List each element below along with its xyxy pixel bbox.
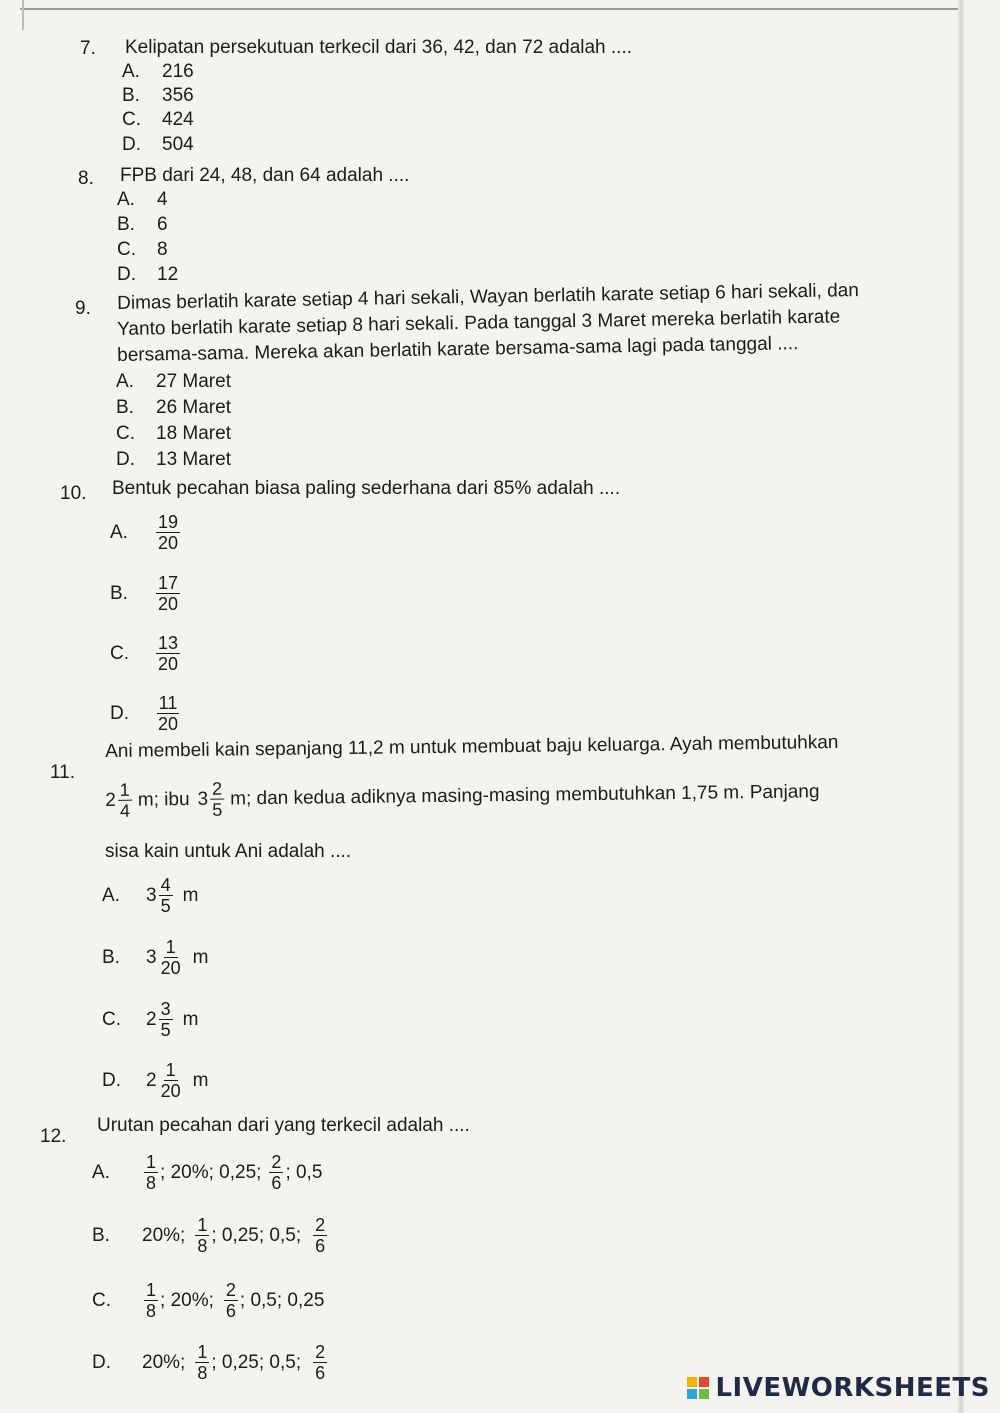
option-value: 18 Maret [156,423,231,444]
option-value: 26 Maret [156,397,231,418]
mixed-fraction-ayah: 2 $\frac{1}{4}$ [105,779,131,821]
option-value: 4 [157,189,168,210]
denominator: 20 [158,714,179,734]
numerator: 17 [158,573,179,593]
fraction: $\frac{1}{8}$ [146,1152,157,1193]
unit: m [182,884,199,906]
option-value: 216 [162,61,194,82]
option-b[interactable] [117,213,168,237]
option-label: C. [110,642,129,664]
brand-text: LIVEWORKSHEETS [715,1373,990,1403]
option-a[interactable]: A. $\frac{1}{8}$ ; 20%; 0,25; $\frac{2}{6}$ ; 0,5 [92,1152,323,1193]
option-a[interactable] [116,370,231,394]
option-label: D. [102,1069,121,1091]
mixed-fraction: 3 $\frac{1}{20}$ [146,937,181,978]
fraction: $\frac{1}{8}$ [146,1280,157,1321]
option-value: 504 [162,134,194,155]
option-value: 13 Maret [156,449,231,470]
fraction [156,512,180,553]
numerator: 19 [158,512,179,532]
option-label: D. [92,1351,111,1373]
question-number: 9. [75,298,91,319]
option-b[interactable] [116,396,231,420]
question-text: Bentuk pecahan biasa paling sederhana dari 85% adalah .... [112,478,621,499]
option-value: 12 [157,264,179,285]
left-margin-mark [22,0,24,30]
numerator: 13 [158,633,179,653]
option-value: 356 [162,85,194,106]
option-d[interactable] [110,693,182,734]
fraction: $\frac{2}{6}$ [315,1215,326,1256]
option-label: B. [117,214,135,235]
option-label: D. [110,702,129,724]
option-label: B. [122,85,140,106]
option-label: B. [92,1224,110,1246]
question-text-line-1: Dimas berlatih karate setiap 4 hari sekali, Wayan berlatih karate setiap 6 hari sekali, dan [117,280,860,314]
question-text-line-3: sisa kain untuk Ani adalah .... [105,841,352,862]
option-label: A. [92,1161,110,1183]
option-d[interactable] [116,448,231,472]
question-text-line-3: bersama-sama. Mereka akan berlatih karate bersama-sama lagi pada tanggal .... [117,333,799,366]
fraction [156,693,180,734]
option-d[interactable]: D. 20%; $\frac{1}{8}$ ; 0,25; 0,5; $\frac{2}{6}$ [92,1342,326,1383]
option-value: 27 Maret [156,371,231,392]
option-a[interactable] [110,512,182,553]
option-label: B. [110,582,128,604]
option-d[interactable] [102,1060,208,1101]
option-label: A. [102,884,120,906]
option-c[interactable] [117,238,168,262]
option-label: C. [122,109,141,130]
page-right-edge [958,0,964,1413]
option-c[interactable] [122,108,194,132]
question-text: Kelipatan persekutuan terkecil dari 36, 42, dan 72 adalah .... [125,37,633,58]
option-label: D. [122,134,141,155]
fraction [156,633,180,674]
option-label: C. [92,1289,111,1311]
option-a[interactable] [117,188,168,212]
question-number: 7. [80,38,96,59]
option-label: A. [116,371,134,392]
fraction: $\frac{2}{6}$ [315,1342,326,1383]
option-b[interactable] [122,84,194,108]
denominator: 20 [158,654,179,674]
question-text-line-2: 2 $\frac{1}{4}$ m; ibu 3 $\frac{2}{5}$ m; dan kedua adiknya masing-masing membutuhkan 1,75 m. Panjang [105,778,820,821]
denominator: 20 [158,533,179,553]
option-value: 6 [157,214,168,235]
fraction: $\frac{2}{6}$ [225,1280,236,1321]
option-b[interactable]: B. 20%; $\frac{1}{8}$ ; 0,25; 0,5; $\frac{2}{6}$ [92,1215,326,1256]
mixed-fraction: 2 $\frac{1}{20}$ [146,1060,181,1101]
option-label: B. [116,397,134,418]
question-number: 12. [40,1126,67,1147]
option-label: A. [110,521,128,543]
option-value: 8 [157,239,168,260]
denominator: 20 [158,594,179,614]
mixed-fraction: 2 $\frac{3}{5}$ [146,999,171,1040]
option-label: B. [102,946,120,968]
option-d[interactable] [117,263,178,287]
fraction: $\frac{2}{6}$ [271,1152,282,1193]
option-d[interactable] [122,133,194,157]
option-b[interactable] [102,937,208,978]
unit: m [182,1008,199,1030]
option-a[interactable] [102,875,198,916]
fraction [156,573,180,614]
top-border [20,8,960,10]
option-label: D. [116,449,135,470]
option-label: C. [102,1008,121,1030]
mixed-fraction: 3 $\frac{4}{5}$ [146,875,171,916]
option-label: C. [117,239,136,260]
option-a[interactable] [122,60,194,84]
option-c[interactable] [102,999,198,1040]
option-label: D. [117,264,136,285]
option-label: A. [117,189,135,210]
numerator: 11 [158,693,178,713]
mixed-fraction-ibu: 3 $\frac{2}{5}$ [197,778,223,820]
option-value: 424 [162,109,194,130]
option-c[interactable] [110,633,182,674]
question-text: Urutan pecahan dari yang terkecil adalah .... [97,1115,470,1136]
question-number: 11. [50,762,76,783]
liveworksheets-logo-icon [687,1377,709,1399]
option-label: A. [122,61,140,82]
question-text-line-1: Ani membeli kain sepanjang 11,2 m untuk membuat baju keluarga. Ayah membutuhkan [105,732,839,762]
fraction: $\frac{1}{8}$ [197,1342,208,1383]
question-text: FPB dari 24, 48, dan 64 adalah .... [120,165,410,186]
option-c[interactable]: C. $\frac{1}{8}$ ; 20%; $\frac{2}{6}$ ; 0,5; 0,25 [92,1280,325,1321]
question-text-line-2: Yanto berlatih karate setiap 8 hari sekali. Pada tanggal 3 Maret mereka berlatih karate [117,306,841,340]
question-number: 8. [78,168,94,189]
option-c[interactable] [116,422,231,446]
unit: m [192,1069,209,1091]
liveworksheets-logo[interactable] [687,1373,990,1403]
question-number: 10. [60,483,87,504]
unit: m [192,946,209,968]
option-label: C. [116,423,135,444]
option-b[interactable] [110,573,182,614]
fraction: $\frac{1}{8}$ [197,1215,208,1256]
